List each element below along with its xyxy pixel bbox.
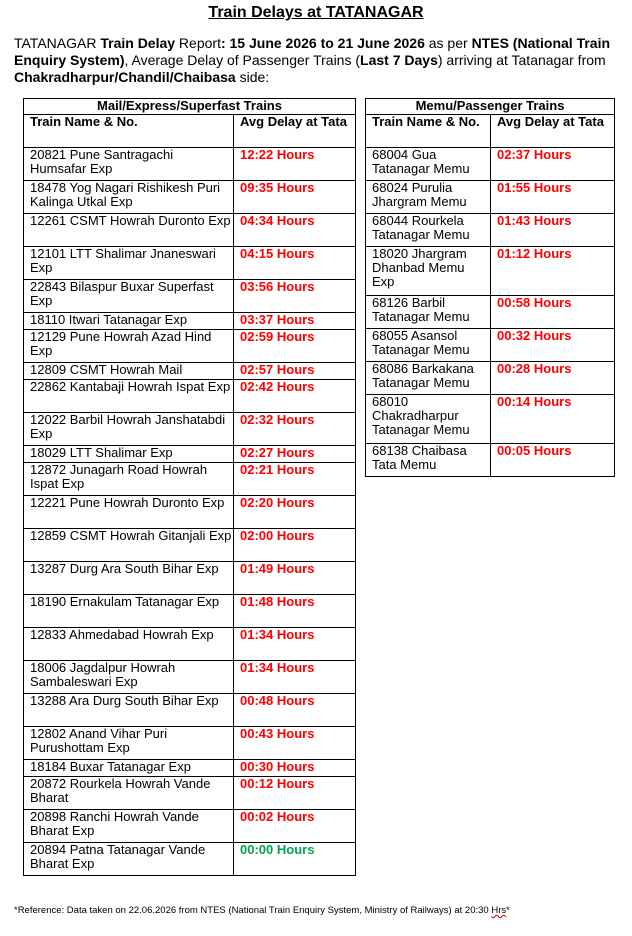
table-row: [24, 148, 356, 181]
table-row: [366, 214, 615, 247]
table-row: [366, 329, 615, 362]
train-name-cell: 18006 Jagdalpur Howrah Sambaleswari Exp: [24, 661, 234, 694]
table-row: [24, 413, 356, 446]
avg-delay-cell: 02:00 Hours: [234, 529, 356, 562]
avg-delay-cell: 00:00 Hours: [234, 843, 356, 876]
train-name-cell: 68024 Purulia Jhargram Memu: [366, 181, 491, 214]
avg-delay-cell: 00:30 Hours: [234, 760, 356, 777]
table-row: [24, 595, 356, 628]
avg-delay-cell: 02:42 Hours: [234, 380, 356, 413]
table-row: [24, 843, 356, 876]
train-name-cell: 68086 Barkakana Tatanagar Memu: [366, 362, 491, 395]
avg-delay-cell: 03:56 Hours: [234, 280, 356, 313]
train-name-cell: 12129 Pune Howrah Azad Hind Exp: [24, 330, 234, 363]
table-row: [366, 296, 615, 329]
column-header-delay: Avg Delay at Tata: [491, 115, 615, 148]
train-name-cell: 18184 Buxar Tatanagar Exp: [24, 760, 234, 777]
table-row: [366, 395, 615, 444]
train-name-cell: 12261 CSMT Howrah Duronto Exp: [24, 214, 234, 247]
avg-delay-cell: 00:32 Hours: [491, 329, 615, 362]
train-name-cell: 68055 Asansol Tatanagar Memu: [366, 329, 491, 362]
column-header-train: Train Name & No.: [24, 115, 234, 148]
table-row: [366, 362, 615, 395]
avg-delay-cell: 01:49 Hours: [234, 562, 356, 595]
train-name-cell: 20872 Rourkela Howrah Vande Bharat: [24, 777, 234, 810]
table-row: [24, 181, 356, 214]
train-name-cell: 12221 Pune Howrah Duronto Exp: [24, 496, 234, 529]
train-name-cell: 12859 CSMT Howrah Gitanjali Exp: [24, 529, 234, 562]
intro-origin: Chakradharpur/Chandil/Chaibasa: [14, 69, 236, 85]
train-name-cell: 12833 Ahmedabad Howrah Exp: [24, 628, 234, 661]
train-name-cell: 12101 LTT Shalimar Jnaneswari Exp: [24, 247, 234, 280]
train-name-cell: 68126 Barbil Tatanagar Memu: [366, 296, 491, 329]
avg-delay-cell: 03:37 Hours: [234, 313, 356, 330]
avg-delay-cell: 00:48 Hours: [234, 694, 356, 727]
table-row: [24, 562, 356, 595]
table-row: [24, 760, 356, 777]
train-name-cell: 68004 Gua Tatanagar Memu: [366, 148, 491, 181]
reference-footnote: [14, 905, 624, 916]
train-name-cell: 13288 Ara Durg South Bihar Exp: [24, 694, 234, 727]
table-row: [366, 148, 615, 181]
intro-window: Last 7 Days: [360, 52, 438, 68]
train-name-cell: 13287 Durg Ara South Bihar Exp: [24, 562, 234, 595]
avg-delay-cell: 02:57 Hours: [234, 363, 356, 380]
avg-delay-cell: 00:12 Hours: [234, 777, 356, 810]
page-title: Train Delays at TATANAGAR: [208, 4, 424, 21]
avg-delay-cell: 04:15 Hours: [234, 247, 356, 280]
train-name-cell: 18110 Itwari Tatanagar Exp: [24, 313, 234, 330]
train-name-cell: 18020 Jhargram Dhanbad Memu Exp: [366, 247, 491, 296]
avg-delay-cell: 01:34 Hours: [234, 628, 356, 661]
table-row: [24, 727, 356, 760]
table-row: [24, 313, 356, 330]
memu-table-body: [366, 148, 615, 477]
memu-passenger-table: [365, 98, 615, 477]
train-name-cell: 12022 Barbil Howrah Janshatabdi Exp: [24, 413, 234, 446]
footnote-hrs: Hrs: [491, 905, 507, 916]
intro-source: NTES (National Train Enquiry System): [14, 35, 611, 68]
train-name-cell: 20894 Patna Tatanagar Vande Bharat Exp: [24, 843, 234, 876]
avg-delay-cell: 00:05 Hours: [491, 444, 615, 477]
intro-text: TATANAGAR: [14, 35, 101, 51]
avg-delay-cell: 09:35 Hours: [234, 181, 356, 214]
avg-delay-cell: 02:32 Hours: [234, 413, 356, 446]
table-row: [24, 363, 356, 380]
table-row: [24, 628, 356, 661]
avg-delay-cell: 12:22 Hours: [234, 148, 356, 181]
avg-delay-cell: 00:28 Hours: [491, 362, 615, 395]
avg-delay-cell: 01:43 Hours: [491, 214, 615, 247]
table-row: [24, 496, 356, 529]
table-row: [24, 330, 356, 363]
table-row: [24, 694, 356, 727]
table-caption: Memu/Passenger Trains: [366, 99, 615, 115]
train-name-cell: 12872 Junagarh Road Howrah Ispat Exp: [24, 463, 234, 496]
table-row: [24, 777, 356, 810]
intro-text: Report: [175, 35, 221, 51]
avg-delay-cell: 02:21 Hours: [234, 463, 356, 496]
avg-delay-cell: 02:27 Hours: [234, 446, 356, 463]
train-name-cell: 20821 Pune Santragachi Humsafar Exp: [24, 148, 234, 181]
footnote-text: *Reference: Data taken on 22.06.2026 from NTES (National Train Enquiry System, Ministry of Railways) at 20:30: [14, 905, 492, 916]
avg-delay-cell: 00:43 Hours: [234, 727, 356, 760]
table-caption: Mail/Express/Superfast Trains: [24, 99, 356, 115]
intro-text: ) arriving at Tatanagar from: [437, 52, 606, 68]
train-name-cell: 68010 Chakradharpur Tatanagar Memu: [366, 395, 491, 444]
mail-express-table: [23, 98, 356, 876]
intro-text: as per: [424, 35, 472, 51]
table-row: [24, 529, 356, 562]
intro-text: side:: [235, 69, 270, 85]
train-name-cell: 18029 LTT Shalimar Exp: [24, 446, 234, 463]
train-name-cell: 68044 Rourkela Tatanagar Memu: [366, 214, 491, 247]
avg-delay-cell: 02:20 Hours: [234, 496, 356, 529]
train-name-cell: 22843 Bilaspur Buxar Superfast Exp: [24, 280, 234, 313]
table-row: [24, 380, 356, 413]
table-row: [24, 280, 356, 313]
avg-delay-cell: 01:12 Hours: [491, 247, 615, 296]
column-header-delay: Avg Delay at Tata: [234, 115, 356, 148]
table-row: [366, 247, 615, 296]
intro-text: , Average Delay of Passenger Trains (: [124, 52, 361, 68]
train-name-cell: 18190 Ernakulam Tatanagar Exp: [24, 595, 234, 628]
table-row: [24, 463, 356, 496]
avg-delay-cell: 02:59 Hours: [234, 330, 356, 363]
avg-delay-cell: 02:37 Hours: [491, 148, 615, 181]
train-name-cell: 18478 Yog Nagari Rishikesh Puri Kalinga Utkal Exp: [24, 181, 234, 214]
train-name-cell: 22862 Kantabaji Howrah Ispat Exp: [24, 380, 234, 413]
intro-bold: Train Delay: [100, 35, 176, 51]
avg-delay-cell: 01:55 Hours: [491, 181, 615, 214]
table-row: [366, 181, 615, 214]
table-row: [24, 214, 356, 247]
column-header-train: Train Name & No.: [366, 115, 491, 148]
train-name-cell: 68138 Chaibasa Tata Memu: [366, 444, 491, 477]
table-row: [24, 247, 356, 280]
avg-delay-cell: 01:34 Hours: [234, 661, 356, 694]
avg-delay-cell: 00:58 Hours: [491, 296, 615, 329]
avg-delay-cell: 01:48 Hours: [234, 595, 356, 628]
avg-delay-cell: 04:34 Hours: [234, 214, 356, 247]
table-row: [24, 810, 356, 843]
avg-delay-cell: 00:02 Hours: [234, 810, 356, 843]
report-intro: [14, 35, 622, 86]
table-row: [24, 661, 356, 694]
train-name-cell: 12809 CSMT Howrah Mail: [24, 363, 234, 380]
footnote-tail: *: [506, 905, 510, 916]
table-row: [24, 446, 356, 463]
mail-table-body: [24, 148, 356, 876]
report-period: : 15 June 2026 to 21 June 2026: [220, 35, 425, 51]
table-row: [366, 444, 615, 477]
train-name-cell: 12802 Anand Vihar Puri Purushottam Exp: [24, 727, 234, 760]
avg-delay-cell: 00:14 Hours: [491, 395, 615, 444]
train-name-cell: 20898 Ranchi Howrah Vande Bharat Exp: [24, 810, 234, 843]
